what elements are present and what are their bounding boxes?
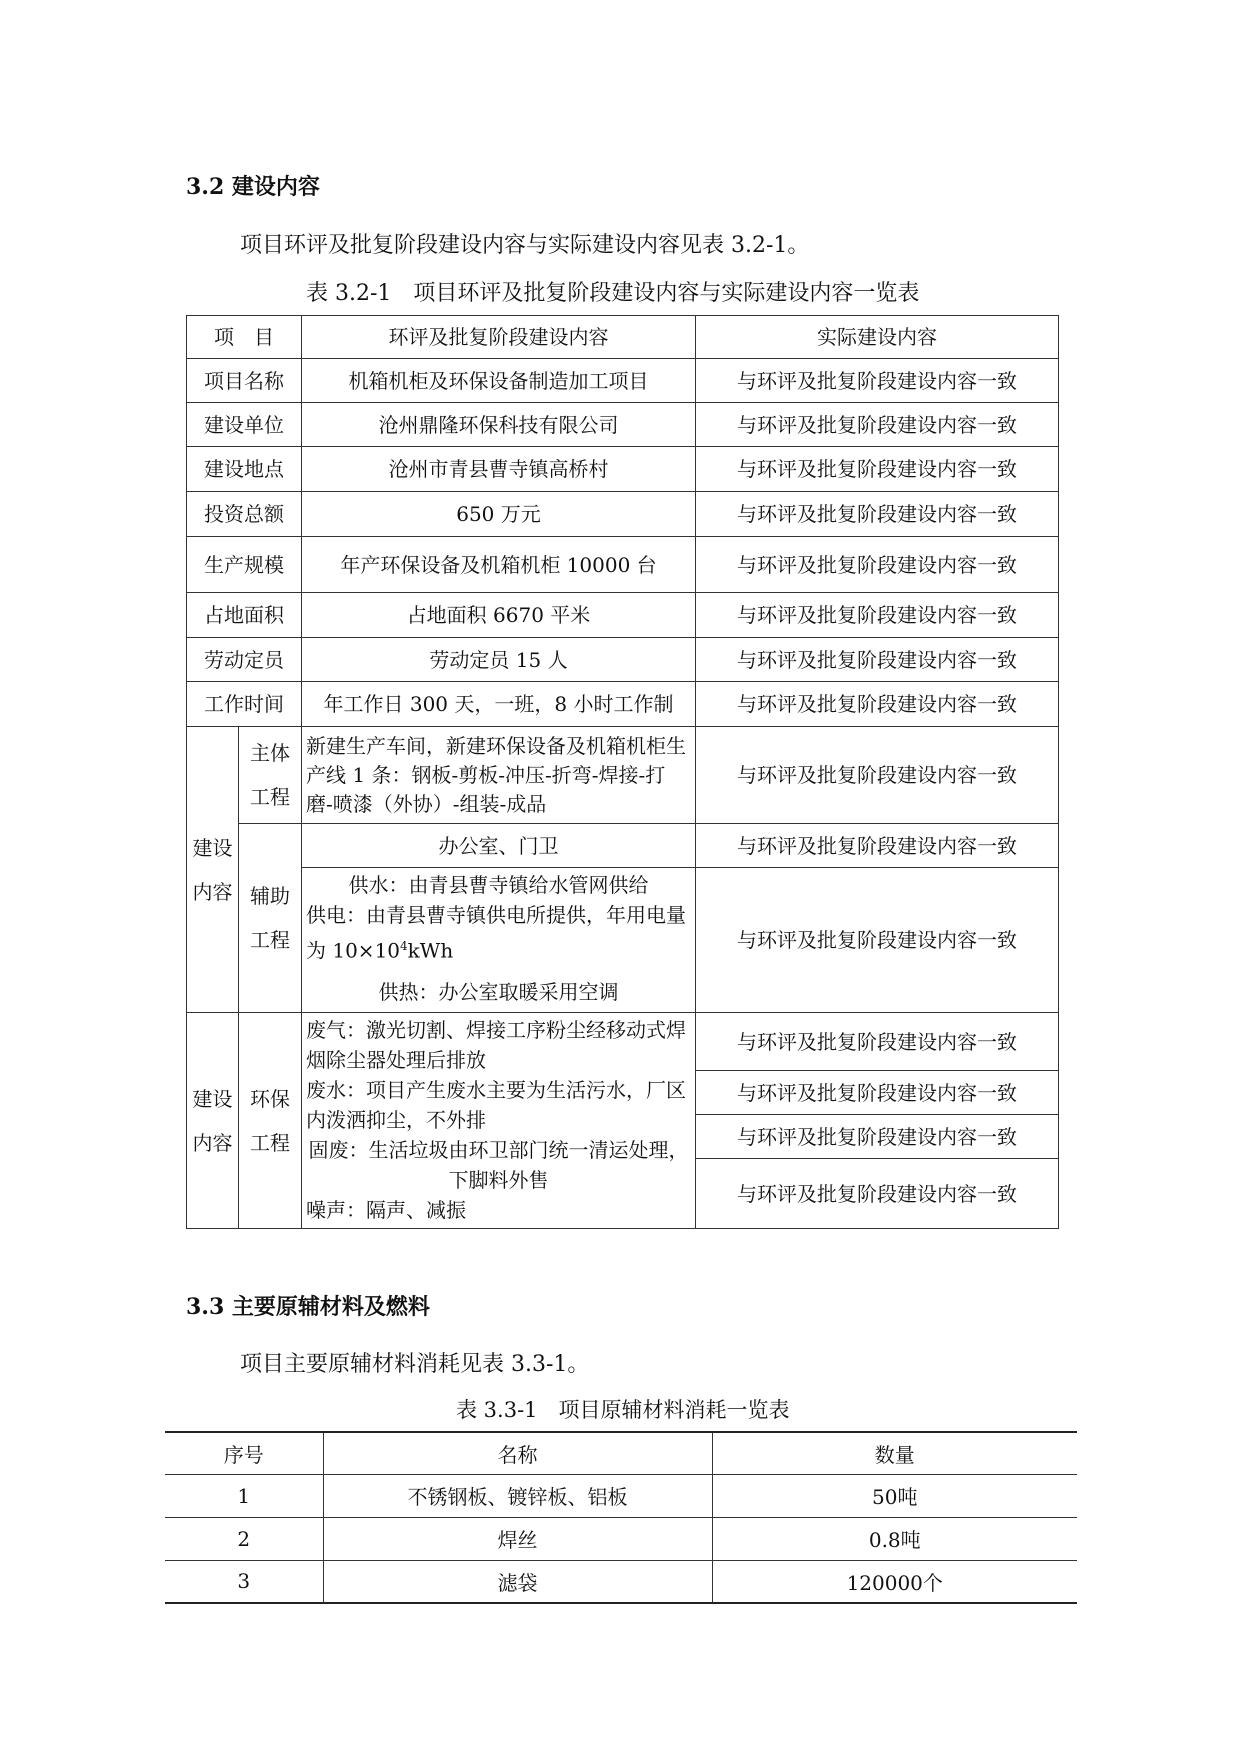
aux-utilities-actual: 与环评及批复阶段建设内容一致 — [696, 868, 1059, 1013]
table-row — [187, 593, 1059, 638]
section-3-2-heading: 3.2 建设内容 — [186, 174, 320, 200]
table-row — [187, 638, 1059, 682]
header-no: 序号 — [165, 1432, 323, 1474]
header-actual: 实际建设内容 — [696, 316, 1059, 359]
row-plan: 沧州市青县曹寺镇高桥村 — [302, 447, 696, 492]
table-row — [187, 682, 1059, 727]
row-item: 建设单位 — [187, 403, 302, 447]
row-qty: 0.8吨 — [712, 1517, 1077, 1560]
table-header-row — [187, 316, 1059, 359]
table-row — [165, 1517, 1077, 1560]
env-actual-3: 与环评及批复阶段建设内容一致 — [696, 1115, 1059, 1159]
env-works-plan — [302, 1013, 696, 1229]
row-actual: 与环评及批复阶段建设内容一致 — [696, 593, 1059, 638]
table-row-aux-utilities — [187, 868, 1059, 1013]
row-no: 3 — [165, 1560, 323, 1603]
row-plan: 占地面积 6670 平米 — [302, 593, 696, 638]
env-actual-1: 与环评及批复阶段建设内容一致 — [696, 1013, 1059, 1071]
section-3-2-intro: 项目环评及批复阶段建设内容与实际建设内容见表 3.2-1。 — [240, 233, 810, 258]
aux-heat-text: 供热：办公室取暖采用空调 — [378, 979, 619, 1004]
row-name: 不锈钢板、镀锌板、铝板 — [323, 1474, 712, 1517]
table-row — [187, 537, 1059, 593]
env-actual-4: 与环评及批复阶段建设内容一致 — [696, 1159, 1059, 1229]
row-qty: 120000个 — [712, 1560, 1077, 1603]
table-row — [187, 492, 1059, 537]
env-noise-text: 噪声：隔声、减振 — [306, 1198, 466, 1222]
table-3-2-1-caption: 表 3.2-1 项目环评及批复阶段建设内容与实际建设内容一览表 — [306, 281, 920, 306]
row-item: 工作时间 — [187, 682, 302, 727]
row-actual: 与环评及批复阶段建设内容一致 — [696, 403, 1059, 447]
header-item: 项 目 — [187, 316, 302, 359]
aux-power-superscript: 4 — [400, 939, 408, 953]
materials-header-row — [165, 1432, 1077, 1474]
main-works-label: 主体工程 — [239, 727, 302, 824]
row-item: 生产规模 — [187, 537, 302, 593]
table-row-main-works — [187, 727, 1059, 824]
table-row — [187, 359, 1059, 403]
table-row-env-1 — [187, 1013, 1059, 1071]
aux-power-text-a: 供电：由青县曹寺镇供电所提供，年用电量为 10×10 — [306, 903, 686, 963]
row-item: 建设地点 — [187, 447, 302, 492]
row-item: 占地面积 — [187, 593, 302, 638]
aux-works-label: 辅助工程 — [239, 824, 302, 1013]
row-plan: 劳动定员 15 人 — [302, 638, 696, 682]
table-row — [165, 1474, 1077, 1517]
row-item: 劳动定员 — [187, 638, 302, 682]
row-plan: 年产环保设备及机箱机柜 10000 台 — [302, 537, 696, 593]
row-qty: 50吨 — [712, 1474, 1077, 1517]
aux-office-plan: 办公室、门卫 — [302, 824, 696, 868]
row-no: 1 — [165, 1474, 323, 1517]
construction-content-table — [186, 315, 1059, 1229]
main-works-actual: 与环评及批复阶段建设内容一致 — [696, 727, 1059, 824]
row-name: 焊丝 — [323, 1517, 712, 1560]
row-plan: 650 万元 — [302, 492, 696, 537]
row-actual: 与环评及批复阶段建设内容一致 — [696, 537, 1059, 593]
row-plan: 年工作日 300 天，一班，8 小时工作制 — [302, 682, 696, 727]
row-name: 滤袋 — [323, 1560, 712, 1603]
aux-water-text: 供水：由青县曹寺镇给水管网供给 — [348, 873, 649, 897]
section-3-3-heading: 3.3 主要原辅材料及燃料 — [186, 1294, 430, 1320]
row-actual: 与环评及批复阶段建设内容一致 — [696, 682, 1059, 727]
header-qty: 数量 — [712, 1432, 1077, 1474]
row-actual: 与环评及批复阶段建设内容一致 — [696, 638, 1059, 682]
row-no: 2 — [165, 1517, 323, 1560]
section-3-3-intro: 项目主要原辅材料消耗见表 3.3-1。 — [240, 1352, 590, 1377]
table-row — [187, 447, 1059, 492]
row-item: 项目名称 — [187, 359, 302, 403]
table-row — [165, 1560, 1077, 1603]
row-actual: 与环评及批复阶段建设内容一致 — [696, 492, 1059, 537]
row-plan: 机箱机柜及环保设备制造加工项目 — [302, 359, 696, 403]
group-construction-content-label-2: 建设内容 — [187, 1013, 239, 1229]
table-row-aux-office — [187, 824, 1059, 868]
aux-office-actual: 与环评及批复阶段建设内容一致 — [696, 824, 1059, 868]
aux-utilities-plan — [302, 868, 696, 1013]
aux-power-text — [306, 900, 691, 967]
header-plan: 环评及批复阶段建设内容 — [302, 316, 696, 359]
header-name: 名称 — [323, 1432, 712, 1474]
row-plan: 沧州鼎隆环保科技有限公司 — [302, 403, 696, 447]
materials-table — [165, 1431, 1077, 1604]
row-actual: 与环评及批复阶段建设内容一致 — [696, 447, 1059, 492]
env-actual-2: 与环评及批复阶段建设内容一致 — [696, 1071, 1059, 1115]
table-row — [187, 403, 1059, 447]
env-works-label: 环保工程 — [239, 1013, 302, 1229]
env-water-text: 废水：项目产生废水主要为生活污水，厂区内泼洒抑尘，不外排 — [306, 1078, 686, 1132]
aux-power-text-b: kWh — [407, 938, 454, 963]
row-actual: 与环评及批复阶段建设内容一致 — [696, 359, 1059, 403]
main-works-plan: 新建生产车间，新建环保设备及机箱机柜生产线 1 条：钢板-剪板-冲压-折弯-焊接-打磨-喷漆（外协）-组装-成品 — [302, 727, 696, 824]
env-gas-text: 废气：激光切割、焊接工序粉尘经移动式焊烟除尘器处理后排放 — [306, 1018, 686, 1072]
row-item: 投资总额 — [187, 492, 302, 537]
table-3-3-1-caption: 表 3.3-1 项目原辅材料消耗一览表 — [456, 1398, 790, 1422]
group-construction-content-label: 建设内容 — [187, 727, 239, 1013]
env-solid-text: 固废：生活垃圾由环卫部门统一清运处理，下脚料外售 — [308, 1138, 689, 1192]
